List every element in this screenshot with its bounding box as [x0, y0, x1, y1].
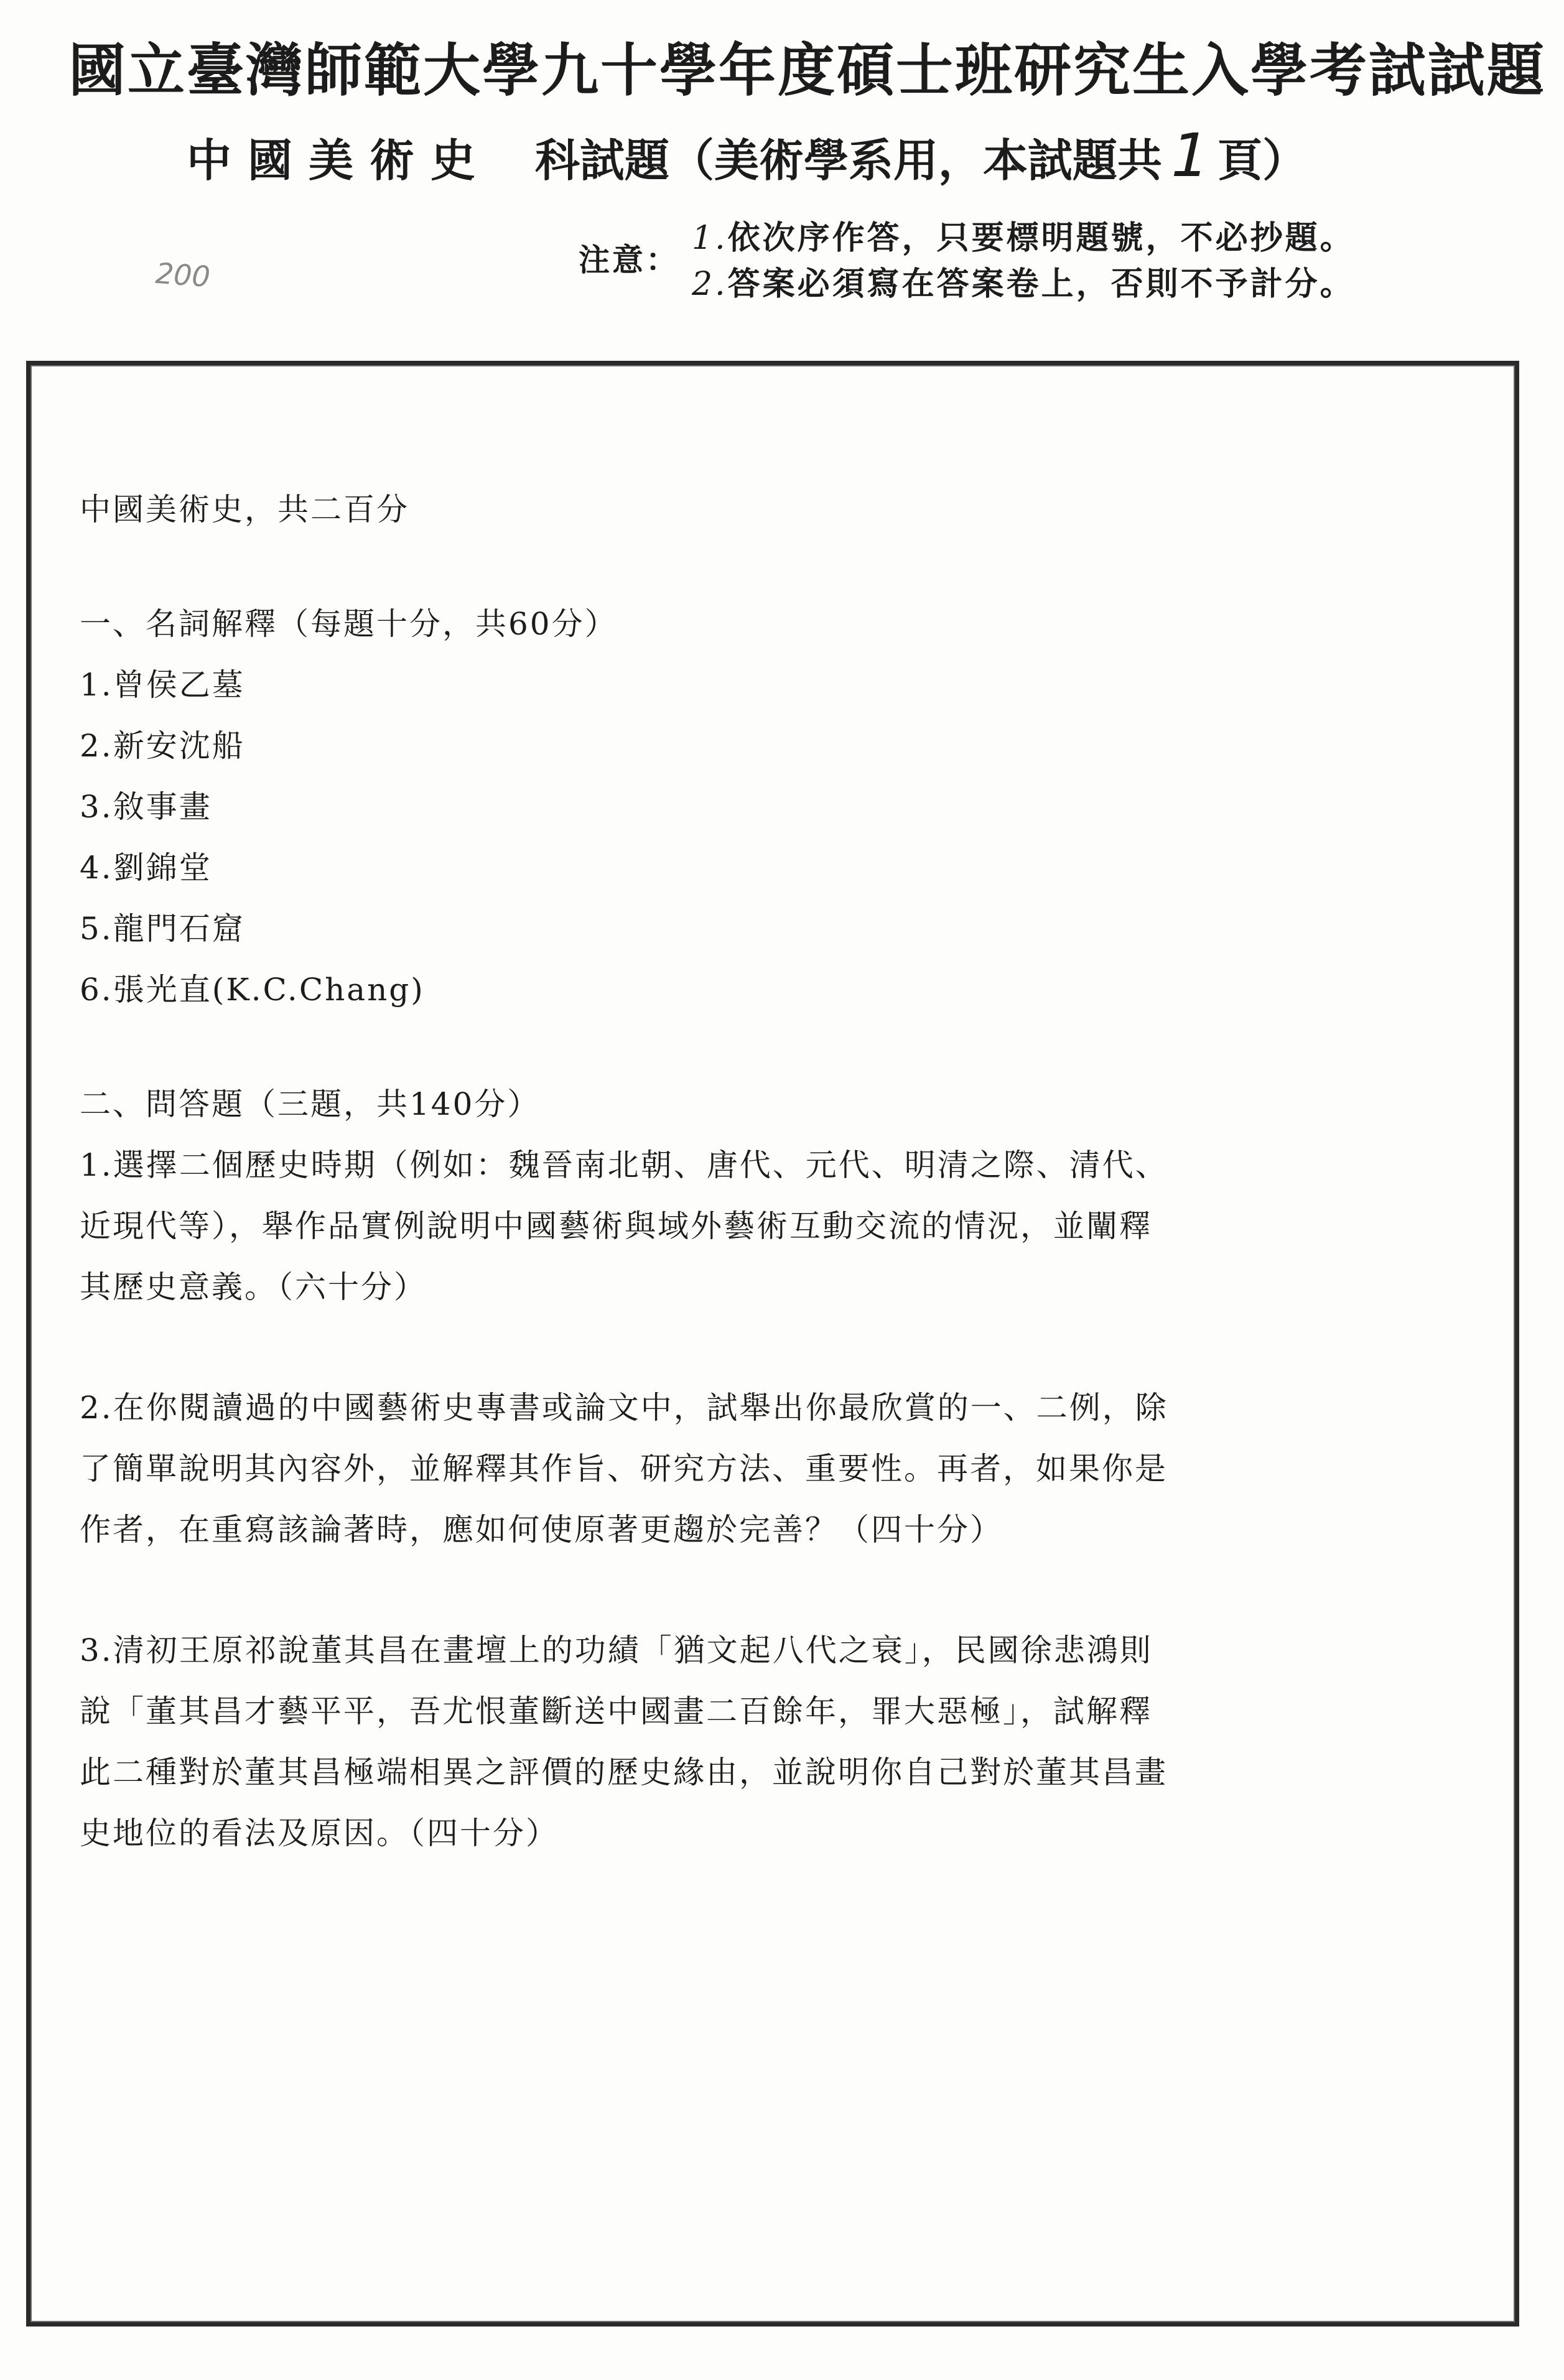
section1-title: 一、名詞解釋（每題十分，共60分） [80, 606, 618, 642]
notice-item-text: 答案必須寫在答案卷上，否則不予計分。 [727, 265, 1355, 303]
notice-item [692, 215, 1355, 261]
term-item: 3.敘事畫 [80, 789, 212, 825]
question-line: 1.選擇二個歷史時期（例如：魏晉南北朝、唐代、元代、明清之際、清代、 [80, 1147, 1168, 1183]
question-line: 2.在你閱讀過的中國藝術史專書或論文中，試舉出你最欣賞的一、二例，除 [80, 1390, 1168, 1426]
term-item: 5.龍門石窟 [80, 911, 245, 947]
question-line: 近現代等），舉作品實例說明中國藝術與域外藝術互動交流的情況，並闡釋 [80, 1208, 1152, 1244]
exam-body [80, 479, 1324, 1864]
question-line: 3.清初王原祁說董其昌在畫壇上的功績「猶文起八代之衰」，民國徐悲鴻則 [80, 1632, 1153, 1668]
page-count: 1 [1163, 121, 1217, 190]
notice-item-number: 2. [692, 266, 728, 303]
question-line: 此二種對於董其昌極端相異之評價的歷史緣由，並說明你自己對於董其昌畫 [80, 1754, 1168, 1790]
exam-title: 國立臺灣師範大學九十學年度碩士班研究生入學考試試題 [68, 37, 1547, 104]
question-line: 了簡單說明其內容外，並解釋其作旨、研究方法、重要性。再者，如果你是 [80, 1451, 1168, 1487]
subject-suffix: 科試題（美術學系用，本試題共 [535, 134, 1163, 187]
question-line: 作者，在重寫該論著時，應如何使原著更趨於完善？（四十分） [80, 1512, 1003, 1548]
notice-item-number: 1. [692, 220, 728, 257]
question-line: 說「董其昌才藝平平，吾尤恨董斷送中國畫二百餘年，罪大惡極」，試解釋 [80, 1693, 1152, 1729]
question-line: 其歷史意義。（六十分） [80, 1269, 427, 1305]
notice-item-text: 依次序作答，只要標明題號，不必抄題。 [727, 219, 1355, 257]
notice-item [692, 261, 1355, 307]
term-item: 1.曾侯乙墓 [80, 667, 245, 703]
term-item: 2.新安沈船 [80, 728, 245, 764]
handwritten-note: 200 [154, 256, 212, 294]
notice-list [692, 215, 1355, 307]
notice-label: 注意： [579, 241, 679, 278]
section2-title: 二、問答題（三題，共140分） [80, 1086, 541, 1122]
term-item: 6.張光直(K.C.Chang) [80, 972, 425, 1008]
subject-suffix-end: 頁） [1217, 134, 1308, 187]
subject-name: 中國美術史 [187, 134, 492, 187]
question-line: 史地位的看法及原因。（四十分） [80, 1815, 559, 1851]
subject-line [187, 121, 1308, 192]
term-item: 4.劉錦堂 [80, 850, 212, 886]
exam-heading: 中國美術史，共二百分 [80, 491, 409, 528]
